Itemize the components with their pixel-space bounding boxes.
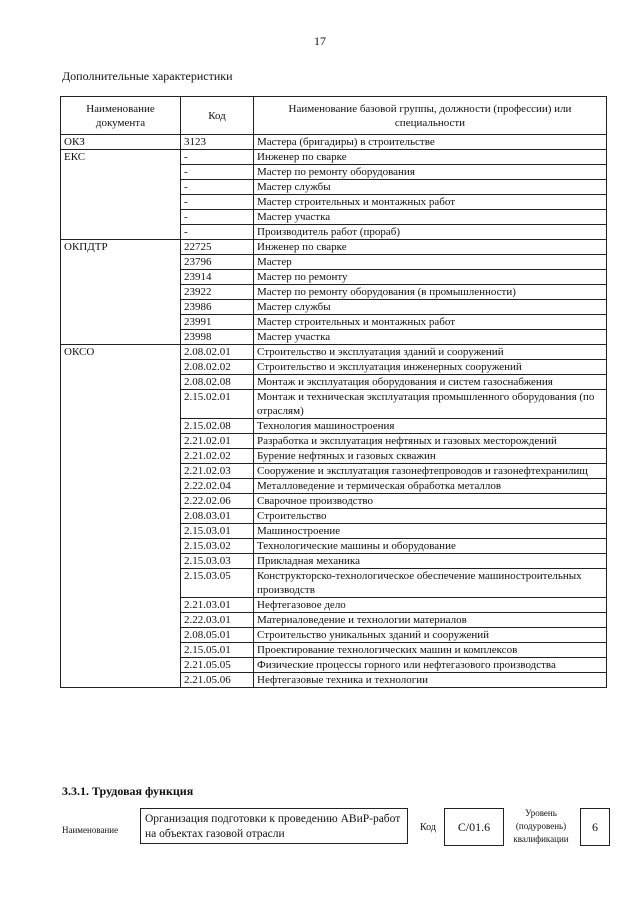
code-cell: 2.21.03.01 [181,598,254,613]
table-row [61,375,607,390]
name-cell: Материаловедение и технологии материалов [254,613,607,628]
name-cell: Нефтегазовое дело [254,598,607,613]
table-header-row [61,97,607,135]
code-cell: 2.21.05.06 [181,673,254,688]
document-cell [61,479,181,494]
table-row [61,195,607,210]
table-row [61,135,607,150]
document-cell [61,658,181,673]
document-cell [61,449,181,464]
code-cell: 3123 [181,135,254,150]
table-row [61,464,607,479]
code-cell: 23796 [181,255,254,270]
document-cell [61,300,181,315]
document-cell [61,375,181,390]
header-name: Наименование базовой группы, должности (профессии) или специальности [254,97,607,135]
level-value-box: 6 [580,808,610,846]
name-cell: Технология машиностроения [254,419,607,434]
code-cell: 2.15.03.01 [181,524,254,539]
document-cell [61,195,181,210]
table-row [61,658,607,673]
table-row [61,524,607,539]
table-row [61,390,607,419]
document-cell [61,330,181,345]
table-row [61,300,607,315]
code-cell: 23986 [181,300,254,315]
name-cell: Мастер строительных и монтажных работ [254,315,607,330]
name-cell: Нефтегазовые техника и технологии [254,673,607,688]
table-row [61,643,607,658]
document-cell [61,494,181,509]
code-cell: 2.15.02.08 [181,419,254,434]
table-row [61,569,607,598]
name-cell: Мастер по ремонту [254,270,607,285]
name-cell: Сварочное производство [254,494,607,509]
code-cell: - [181,180,254,195]
section-title: Дополнительные характеристики [62,69,233,83]
name-cell: Бурение нефтяных и газовых скважин [254,449,607,464]
document-cell [61,643,181,658]
name-cell: Мастер участка [254,210,607,225]
function-name-box: Организация подготовки к проведению АВиР-работ на объектах газовой отрасли [140,808,408,844]
table-row [61,315,607,330]
document-cell [61,598,181,613]
table-row [61,240,607,255]
code-cell: 2.21.05.05 [181,658,254,673]
code-cell: 2.15.03.05 [181,569,254,598]
table-row [61,210,607,225]
document-cell [61,285,181,300]
name-cell: Мастер по ремонту оборудования (в промышленности) [254,285,607,300]
name-cell: Металловедение и термическая обработка металлов [254,479,607,494]
code-cell: 23922 [181,285,254,300]
document-cell [61,464,181,479]
table-row [61,509,607,524]
code-cell: 23998 [181,330,254,345]
document-cell [61,434,181,449]
name-cell: Строительство и эксплуатация инженерных сооружений [254,360,607,375]
document-cell [61,225,181,240]
function-code-box: С/01.6 [444,808,504,846]
document-cell [61,180,181,195]
document-cell [61,509,181,524]
table-row [61,449,607,464]
name-cell: Производитель работ (прораб) [254,225,607,240]
document-cell [61,360,181,375]
name-cell: Физические процессы горного или нефтегазового производства [254,658,607,673]
name-cell: Строительство уникальных зданий и сооружений [254,628,607,643]
name-cell: Мастер участка [254,330,607,345]
code-cell: - [181,150,254,165]
code-cell: 2.15.05.01 [181,643,254,658]
name-label: Наименование [62,825,119,835]
document-cell [61,628,181,643]
name-cell: Мастер строительных и монтажных работ [254,195,607,210]
name-cell: Разработка и эксплуатация нефтяных и газовых месторождений [254,434,607,449]
document-cell [61,270,181,285]
table-row [61,270,607,285]
table-row [61,255,607,270]
code-cell: 23914 [181,270,254,285]
document-cell [61,315,181,330]
document-cell [61,390,181,419]
function-title: 3.3.1. Трудовая функция [62,784,194,798]
table-row [61,434,607,449]
name-cell: Монтаж и эксплуатация оборудования и систем газоснабжения [254,375,607,390]
document-cell [61,419,181,434]
name-cell: Прикладная механика [254,554,607,569]
name-cell: Строительство [254,509,607,524]
name-cell: Проектирование технологических машин и комплексов [254,643,607,658]
code-cell: 2.08.03.01 [181,509,254,524]
name-cell: Мастер [254,255,607,270]
code-cell: - [181,225,254,240]
table-row [61,165,607,180]
code-cell: - [181,195,254,210]
document-cell: ОКСО [61,345,181,360]
table-row [61,330,607,345]
code-cell: 2.21.02.01 [181,434,254,449]
code-label: Код [420,822,436,833]
code-cell: 2.22.02.04 [181,479,254,494]
name-cell: Строительство и эксплуатация зданий и сооружений [254,345,607,360]
document-cell [61,569,181,598]
table-row [61,673,607,688]
document-cell [61,524,181,539]
code-cell: 2.08.05.01 [181,628,254,643]
table-row [61,180,607,195]
header-code: Код [181,97,254,135]
page-number: 17 [314,34,326,48]
name-cell: Сооружение и эксплуатация газонефтепроводов и газонефтехранилищ [254,464,607,479]
document-cell: ЕКС [61,150,181,165]
table-row [61,613,607,628]
table-row [61,345,607,360]
name-cell: Инженер по сварке [254,240,607,255]
code-cell: - [181,165,254,180]
document-cell [61,539,181,554]
code-cell: 2.08.02.01 [181,345,254,360]
code-cell: - [181,210,254,225]
name-cell: Монтаж и техническая эксплуатация промышленного оборудования (по отраслям) [254,390,607,419]
table-row [61,150,607,165]
name-cell: Мастер службы [254,300,607,315]
table-row [61,628,607,643]
document-cell [61,165,181,180]
document-cell [61,255,181,270]
code-cell: 2.15.02.01 [181,390,254,419]
table-row [61,554,607,569]
table-row [61,539,607,554]
code-cell: 23991 [181,315,254,330]
header-document: Наименование документа [61,97,181,135]
document-cell [61,554,181,569]
table-row [61,360,607,375]
document-cell: ОКПДТР [61,240,181,255]
name-cell: Мастера (бригадиры) в строительстве [254,135,607,150]
code-cell: 2.15.03.02 [181,539,254,554]
table-row [61,479,607,494]
table-row [61,225,607,240]
table-row [61,419,607,434]
code-cell: 2.22.03.01 [181,613,254,628]
code-cell: 2.08.02.08 [181,375,254,390]
table-row [61,494,607,509]
code-cell: 2.21.02.03 [181,464,254,479]
code-cell: 2.22.02.06 [181,494,254,509]
table-row [61,598,607,613]
name-cell: Конструкторско-технологическое обеспечение машиностроительных производств [254,569,607,598]
document-cell: ОКЗ [61,135,181,150]
document-cell [61,210,181,225]
name-cell: Технологические машины и оборудование [254,539,607,554]
name-cell: Инженер по сварке [254,150,607,165]
name-cell: Мастер по ремонту оборудования [254,165,607,180]
level-label: Уровень (подуровень) квалификации [513,808,569,844]
table-row [61,285,607,300]
code-cell: 2.21.02.02 [181,449,254,464]
name-cell: Машиностроение [254,524,607,539]
document-cell [61,673,181,688]
name-cell: Мастер службы [254,180,607,195]
code-cell: 22725 [181,240,254,255]
code-cell: 2.15.03.03 [181,554,254,569]
document-cell [61,613,181,628]
characteristics-table [60,96,607,688]
code-cell: 2.08.02.02 [181,360,254,375]
